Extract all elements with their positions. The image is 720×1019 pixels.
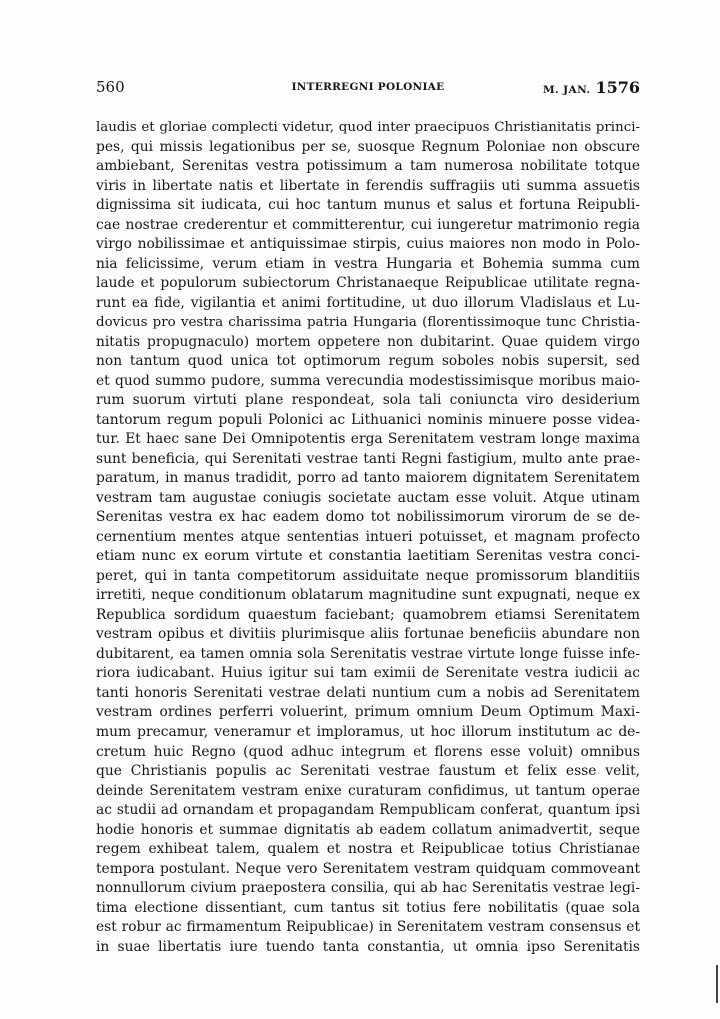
header-date [543,78,640,97]
running-header [96,78,640,100]
text-line: vestram tam augustae coniugis societate auctam esse voluit. Atque utinam [96,489,640,506]
text-line: tur. Et haec sane Dei Omnipotentis erga Serenitatem vestram longe maxima [96,431,640,448]
text-line: cretum huic Regno (quod adhuc integrum et florens esse voluit) omnibus [96,743,640,760]
header-month: M. JAN. [543,84,591,96]
text-line: paratum, in manus tradidit, porro ad tanto maiorem dignitatem Serenitatem [96,470,640,487]
text-line: virgo nobilissimae et antiquissimae stirpis, cuius maiores non modo in Polo- [96,236,640,253]
text-line: etiam nunc ex eorum virtute et constantia laetitiam Serenitas vestra conci- [96,548,640,565]
text-line: peret, qui in tanta competitorum assiduitate neque promissorum blanditiis [96,567,640,584]
text-line: est robur ac firmamentum Reipublicae) in Serenitatem vestram consensus et [96,919,640,936]
text-line: dovicus pro vestra charissima patria Hungaria (florentissimoque tunc Christia- [96,315,640,331]
text-line: in suae libertatis iure tuendo tanta constantia, ut omnia ipso Serenitatis [96,938,640,955]
text-line: mum precamur, veneramur et imploramus, ut hoc illorum institutum ac de- [96,723,640,740]
header-year: 1576 [595,78,640,97]
text-line: hodie honoris et summae dignitatis ab eadem collatum animadvertit, seque [96,821,640,838]
text-line: laudis et gloriae complecti videtur, quod inter praecipuos Christianitatis princi- [96,120,640,135]
text-line: laude et populorum subiectorum Christanaeque Reipublicae utilitate regna- [96,275,640,292]
text-line: irretiti, neque conditionum oblatarum magnitudine sunt expugnati, neque ex [96,587,640,604]
text-line: cae nostrae crederentur et committerentur, cui iungeretur matrimonio regia [96,216,640,233]
running-title: INTERREGNI POLONIAE [291,81,445,93]
text-line: nia felicissime, verum etiam in vestra Hungaria et Bohemia summa cum [96,255,640,272]
text-line: deinde Serenitatem vestram enixe curaturam confidimus, ut tantum operae [96,782,640,799]
page-number: 560 [96,78,125,96]
text-line: pes, qui missis legationibus per se, suosque Regnum Poloniae non obscure [96,138,640,155]
text-line: regem exhibeat talem, qualem et nostra et Reipublicae totius Christianae [96,841,640,858]
text-line: tima electione dissentiant, cum tantus sit totius fere nobilitatis (quae sola [96,899,640,916]
text-line: dignissima sit iudicata, cui hoc tantum munus et salus et fortuna Reipubli- [96,197,640,214]
text-line: tantorum regum populi Polonici ac Lithuanici nominis minuere posse videa- [96,411,640,428]
text-line: Republica sordidum quaestum faciebant; quamobrem etiamsi Serenitatem [96,606,640,623]
text-line: tempora postulant. Neque vero Serenitatem vestram quidquam commoveant [96,860,640,877]
text-line: viris in libertate natis et libertate in ferendis suffragiis uti summa assuetis [96,177,640,194]
text-line: rum suorum virtuti plane respondeat, sola tali coniuncta viro desiderium [96,392,640,409]
text-line: non tantum quod unica tot optimorum regum soboles nobis supersit, sed [96,353,640,370]
text-line: nonnullorum civium praepostera consilia, qui ab hac Serenitatis vestrae legi- [96,880,640,897]
text-line: sunt beneficia, qui Serenitati vestrae tanti Regni fastigium, multo ante prae- [96,450,640,467]
text-line: ambiebant, Serenitas vestra potissimum a tam numerosa nobilitate totque [96,158,640,175]
text-line: et quod summo pudore, summa verecundia modestissimisque moribus maio- [96,372,640,389]
text-line: cernentium mentes atque sententias intueri potuisset, et magnam profecto [96,528,640,545]
scan-edge-mark [716,965,718,1003]
text-line: vestram opibus et divitiis plurimisque aliis fortunae beneficiis abundare non [96,626,640,643]
text-line: nitatis propugnaculo) mortem oppetere non dubitarint. Quae quidem virgo [96,333,640,350]
text-line: tanti honoris Serenitati vestrae delati nuntium cum a nobis ad Serenitatem [96,684,640,701]
text-line: que Christianis populis ac Serenitati vestrae faustum et felix esse velit, [96,763,640,780]
text-line: Serenitas vestra ex hac eadem domo tot nobilissimorum virorum de se de- [96,509,640,526]
body-text [96,118,640,957]
text-line: runt ea fide, vigilantia et animi fortitudine, ut duo illorum Vladislaus et Lu- [96,294,640,311]
text-line: vestram ordines perferri voluerint, primum omnium Deum Optimum Maxi- [96,704,640,721]
text-line: riora iudicabant. Huius igitur sui tam eximii de Serenitate vestra iudicii ac [96,665,640,682]
text-line: ac studii ad ornandam et propagandam Rempublicam conferat, quantum ipsi [96,802,640,819]
text-line: dubitarent, ea tamen omnia sola Serenitatis vestrae virtute longe fuisse infe- [96,645,640,662]
